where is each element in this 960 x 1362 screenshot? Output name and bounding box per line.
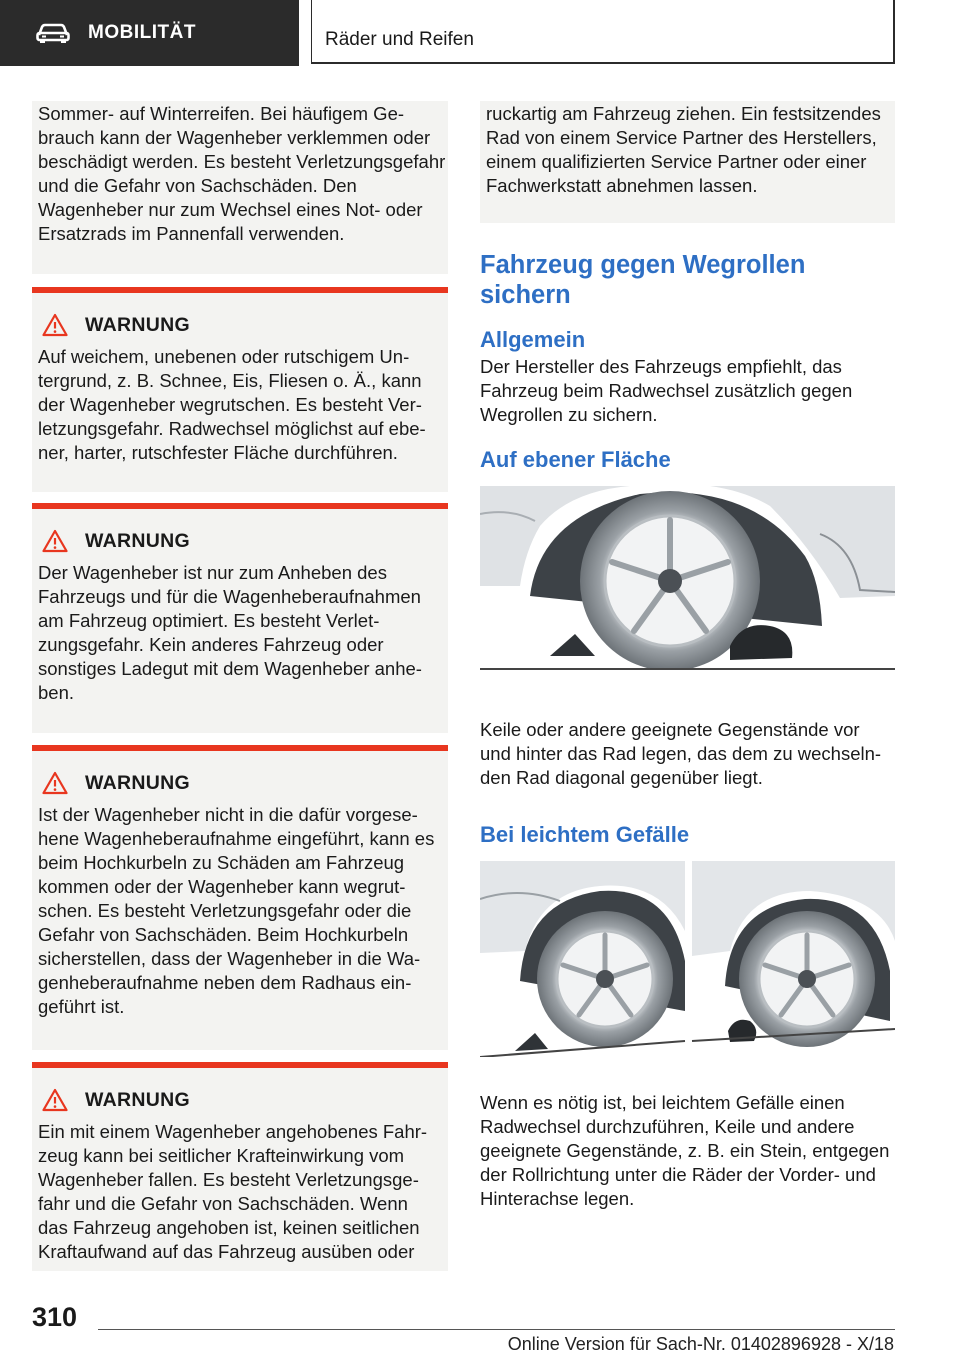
warning-text: Auf weichem, unebenen oder rutschigem Untergrund, z. B. Schnee, Eis, Fliesen o. Ä., kann der Wagenheber wegrutschen. Es besteht Verletzungsgefahr. Radwechsel möglichst auf ebener, harter, rutschfester Fläche durchführen. <box>38 346 426 463</box>
continued-warning-box <box>480 101 895 223</box>
flat-text: Keile oder andere geeignete Gegenstände vor und hinter das Rad legen, das dem zu wechselnden Rad diagonal gegenüber liegt. <box>480 719 882 788</box>
continued-warning-box <box>32 101 448 274</box>
continued-warning-text: Sommer- auf Winterreifen. Bei häufigem Gebrauch kann der Wagenheber verklemmen oder beschädigt werden. Es besteht Verletzungsgefahr und die Gefahr von Sachschäden. Den Wagenheber nur zum Wechsel eines Not- oder Ersatzrads im Pannenfall verwenden. <box>38 103 446 244</box>
section-title: Fahrzeug gegen Wegrollen sichern <box>480 251 806 309</box>
section-label: MOBILITÄT <box>88 22 196 43</box>
chapter-box <box>311 0 895 64</box>
subsection-title-flat: Auf ebener Fläche <box>480 447 671 472</box>
section-tab <box>0 0 299 66</box>
car-wheel-chock-illustration <box>480 486 895 668</box>
warning-triangle-icon <box>42 771 68 795</box>
subsection-title-general: Allgemein <box>480 327 586 352</box>
right-column <box>480 101 895 1211</box>
warning-box <box>32 745 448 1050</box>
car-icon <box>36 22 70 44</box>
continued-warning-text: ruckartig am Fahrzeug ziehen. Ein festsitzendes Rad von einem Service Partner des Herstellers, einem qualifizierten Service Partner oder einer Fachwerkstatt abnehmen lassen. <box>486 103 881 196</box>
warning-triangle-icon <box>42 313 68 337</box>
subsection-title-slope: Bei leichtem Gefälle <box>480 822 690 847</box>
warning-text: Ist der Wagenheber nicht in die dafür vorgesehene Wagenheberaufnahme eingeführt, kann es beim Hochkurbeln zu Schäden am Fahrzeug kommen oder der Wagenheber kann wegrutschen. Es besteht Verletzungsgefahr oder die Gefahr von Sachschäden. Beim Hochkurbeln sicherstellen, dass der Wagenheber in die Wagenheberaufnahme neben dem Radhaus eingeführt ist. <box>38 804 435 1017</box>
illustration-slope <box>480 861 895 1057</box>
slope-text: Wenn es nötig ist, bei leichtem Gefälle einen Radwechsel durchzuführen, Keile und andere geeignete Gegenstände, z. B. ein Stein, entgegen der Rollrichtung unter die Räder der Vorder- und Hinterachse legen. <box>480 1092 890 1209</box>
illustration-flat-ground <box>480 486 895 670</box>
page-header <box>0 0 960 66</box>
warning-title: WARNUNG <box>85 771 191 794</box>
warning-title: WARNUNG <box>85 529 191 552</box>
chapter-title: Räder und Reifen <box>325 29 474 50</box>
warning-text: Ein mit einem Wagenheber angehobenes Fahrzeug kann bei seitlicher Krafteinwirkung vom Wagenheber fallen. Es besteht Verletzungsgefahr und die Gefahr von Sachschäden. Wenn das Fahrzeug angehoben ist, keinen seitlichen Kraftaufwand auf das Fahrzeug ausüben oder <box>38 1121 428 1262</box>
warning-triangle-icon <box>42 529 68 553</box>
online-version-note: Online Version für Sach-Nr. 01402896928 - X/18 <box>507 1334 894 1354</box>
page-number: 310 <box>32 1302 78 1332</box>
warning-title: WARNUNG <box>85 1088 191 1111</box>
warning-triangle-icon <box>42 1088 68 1112</box>
warning-box <box>32 1062 448 1271</box>
two-wheels-slope-illustration <box>480 861 895 1057</box>
warning-title: WARNUNG <box>85 313 191 336</box>
warning-box <box>32 287 448 492</box>
footer-divider <box>98 1329 895 1330</box>
warning-box <box>32 503 448 733</box>
general-text: Der Hersteller des Fahrzeugs empfiehlt, das Fahrzeug beim Radwechsel zusätzlich gegen Wegrollen zu sichern. <box>480 356 853 425</box>
warning-text: Der Wagenheber ist nur zum Anheben des Fahrzeugs und für die Wagenheberaufnahmen am Fahrzeug optimiert. Es besteht Verletzungsgefahr. Kein anderes Fahrzeug oder sonstiges Ladegut mit dem Wagenheber anheben. <box>38 562 422 703</box>
left-column <box>32 101 448 1271</box>
